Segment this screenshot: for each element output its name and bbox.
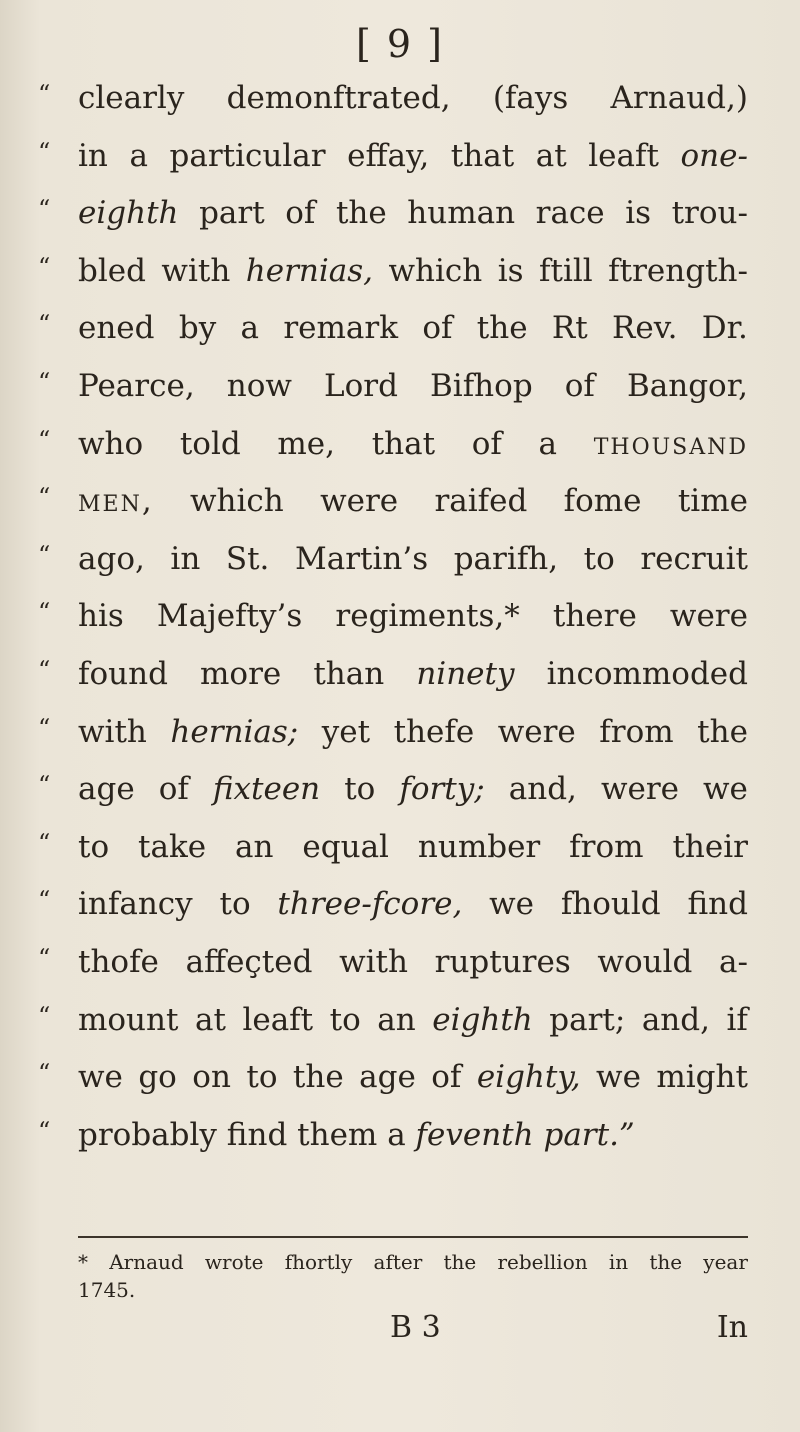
word: me, — [277, 425, 336, 462]
word: in — [78, 137, 108, 174]
word: recruit — [640, 540, 748, 577]
text-line — [38, 128, 748, 186]
word: at — [194, 1001, 226, 1038]
quote-mark: “ — [38, 425, 51, 454]
quote-mark: “ — [38, 886, 51, 915]
word: a- — [719, 943, 748, 980]
word: an — [235, 828, 274, 865]
text-line — [38, 934, 748, 992]
quote-mark: “ — [38, 252, 51, 281]
word: take — [138, 828, 207, 865]
word: feventh — [415, 1116, 534, 1153]
word: and, — [508, 771, 577, 808]
word: were — [669, 598, 748, 635]
word: we — [596, 1059, 641, 1096]
word: trou- — [671, 195, 748, 232]
word: and, — [641, 1001, 710, 1038]
quote-mark: “ — [38, 828, 51, 857]
word: their — [672, 828, 748, 865]
word: to — [78, 828, 110, 865]
word: Martin’s — [294, 540, 429, 577]
footnote — [78, 1248, 748, 1304]
quote-mark: “ — [38, 483, 51, 512]
quoted-passage — [38, 70, 748, 1164]
footnote-line — [78, 1248, 748, 1276]
text-line — [38, 243, 748, 301]
word: thefe — [393, 713, 475, 750]
word: ened — [78, 310, 155, 347]
word: a — [538, 425, 558, 462]
page-number: [ 9 ] — [356, 22, 444, 66]
word: who — [78, 425, 144, 462]
word: with — [161, 252, 231, 289]
word: Bifhop — [430, 367, 533, 404]
word: of — [158, 771, 189, 808]
word: in — [608, 1250, 629, 1274]
word: with — [339, 943, 408, 980]
text-line — [38, 300, 748, 358]
word: part.” — [543, 1116, 635, 1153]
word: Arnaud,) — [610, 80, 748, 116]
text-line — [38, 473, 748, 531]
quote-mark: “ — [38, 1059, 51, 1088]
word: part — [199, 195, 265, 232]
word: hernias; — [170, 713, 299, 750]
word: Pearce, — [78, 367, 195, 404]
word: of — [431, 1059, 462, 1096]
word: we — [489, 886, 535, 923]
word: is — [497, 252, 524, 289]
word: fixteen — [212, 771, 321, 808]
word: were — [497, 713, 576, 750]
word: told — [179, 425, 241, 462]
word: the — [443, 1250, 477, 1274]
word: remark — [283, 310, 398, 347]
word: year — [703, 1250, 748, 1274]
word: by — [178, 310, 217, 347]
quote-mark: “ — [38, 137, 51, 166]
word: eighth — [432, 1001, 533, 1038]
word: in — [170, 540, 201, 577]
word: a — [240, 310, 260, 347]
word: if — [726, 1001, 748, 1038]
word: to — [219, 886, 251, 923]
word: at — [535, 137, 567, 174]
word: find — [687, 886, 748, 923]
word: forty; — [399, 771, 485, 808]
word: raifed — [434, 483, 528, 520]
word: them — [297, 1116, 378, 1153]
text-line — [38, 531, 748, 589]
word: probably — [78, 1116, 217, 1153]
text-line — [38, 992, 748, 1050]
word: more — [200, 655, 282, 692]
catchword: In — [716, 1310, 748, 1345]
word: the — [649, 1250, 683, 1274]
word: human — [407, 195, 516, 232]
word: a — [387, 1116, 406, 1153]
word: part; — [549, 1001, 626, 1038]
word: would — [597, 943, 693, 980]
word: his — [78, 598, 124, 635]
footnote-line: 1745. — [78, 1278, 136, 1302]
text-line — [38, 704, 748, 762]
word: Rt — [551, 310, 588, 347]
text-line — [38, 1049, 748, 1107]
signature-mark: B 3 — [390, 1310, 441, 1345]
word: wrote — [204, 1250, 264, 1274]
word: the — [697, 713, 748, 750]
word: age — [359, 1059, 416, 1096]
word: which — [190, 483, 284, 520]
word: of — [471, 425, 502, 462]
word: three-fcore, — [277, 886, 463, 923]
text-line — [38, 416, 748, 474]
quote-mark: “ — [38, 771, 51, 800]
word: ruptures — [434, 943, 571, 980]
text-line — [38, 185, 748, 243]
word: infancy — [78, 886, 193, 923]
word: of — [285, 195, 316, 232]
text-line — [38, 819, 748, 877]
text-line — [38, 761, 748, 819]
text-line — [38, 70, 748, 128]
quote-mark: “ — [38, 655, 51, 684]
word: Arnaud — [109, 1250, 184, 1274]
word: one- — [680, 137, 748, 174]
word: of — [422, 310, 453, 347]
word: go — [138, 1059, 177, 1096]
word: leaft — [242, 1001, 314, 1038]
word: yet — [321, 713, 371, 750]
word: we — [703, 771, 748, 808]
word: Majefty’s — [156, 598, 303, 635]
quote-mark: “ — [38, 195, 51, 224]
word: a — [129, 137, 148, 174]
word: ninety — [416, 655, 515, 692]
word: there — [552, 598, 637, 635]
word: to — [329, 1001, 361, 1038]
word: which — [388, 252, 483, 289]
word: fome — [563, 483, 642, 520]
word: bled — [78, 252, 146, 289]
word: ftill — [539, 252, 593, 289]
text-line — [38, 588, 748, 646]
word: were — [320, 483, 399, 520]
word: clearly — [78, 80, 185, 116]
word: is — [625, 195, 652, 232]
word: incommoded — [546, 655, 748, 692]
word: an — [377, 1001, 416, 1038]
word: ftrength- — [608, 252, 748, 289]
quote-mark: “ — [38, 80, 51, 108]
word: age — [78, 771, 135, 808]
word: effay, — [347, 137, 430, 174]
word: the — [292, 1059, 344, 1096]
word: eighty, — [476, 1059, 581, 1096]
word: St. — [225, 540, 270, 577]
quote-mark: “ — [38, 1001, 51, 1030]
text-line — [38, 358, 748, 416]
quote-mark: “ — [38, 943, 51, 972]
quote-mark: “ — [38, 310, 51, 339]
word: hernias, — [245, 252, 374, 289]
word: mount — [78, 1001, 179, 1038]
word: find — [226, 1116, 288, 1153]
quote-mark: “ — [38, 540, 51, 569]
word: eighth — [78, 195, 179, 232]
word: thofe — [78, 943, 159, 980]
word: race — [535, 195, 605, 232]
word: number — [417, 828, 541, 865]
word: from — [569, 828, 644, 865]
quote-mark: “ — [38, 1116, 51, 1145]
word: (fays — [492, 80, 569, 116]
quote-mark: “ — [38, 367, 51, 396]
word: after — [373, 1250, 423, 1274]
word: on — [192, 1059, 231, 1096]
word: demonftrated, — [226, 80, 451, 116]
word: fhould — [560, 886, 661, 923]
word: Bangor, — [626, 367, 748, 404]
word: * — [78, 1250, 88, 1274]
word: to — [583, 540, 615, 577]
word: time — [677, 483, 748, 520]
word: affeçted — [185, 943, 313, 980]
word: with — [78, 713, 147, 750]
text-line — [38, 876, 748, 934]
word: men, — [78, 483, 154, 520]
word: leaft — [588, 137, 659, 174]
word: than — [313, 655, 385, 692]
word: found — [78, 655, 168, 692]
word: Lord — [324, 367, 398, 404]
word: of — [564, 367, 595, 404]
word: parifh, — [453, 540, 559, 577]
text-line — [38, 646, 748, 704]
word: particular — [169, 137, 326, 174]
word: fhortly — [284, 1250, 353, 1274]
word: thousand — [593, 425, 748, 462]
word: the — [476, 310, 528, 347]
text-line — [38, 1107, 748, 1165]
word: Dr. — [701, 310, 748, 347]
word: rebellion — [497, 1250, 588, 1274]
word: were — [600, 771, 679, 808]
word: might — [656, 1059, 748, 1096]
word: equal — [302, 828, 389, 865]
word: Rev. — [612, 310, 678, 347]
quote-mark: “ — [38, 713, 51, 742]
word: ago, — [78, 540, 145, 577]
word: from — [599, 713, 674, 750]
quote-mark: “ — [38, 598, 51, 627]
word: that — [371, 425, 436, 462]
word: now — [226, 367, 292, 404]
footnote-rule — [78, 1236, 748, 1238]
word: to — [246, 1059, 278, 1096]
word: regiments,* — [335, 598, 520, 635]
word: to — [344, 771, 376, 808]
word: that — [450, 137, 515, 174]
word: we — [78, 1059, 123, 1096]
word: the — [335, 195, 387, 232]
